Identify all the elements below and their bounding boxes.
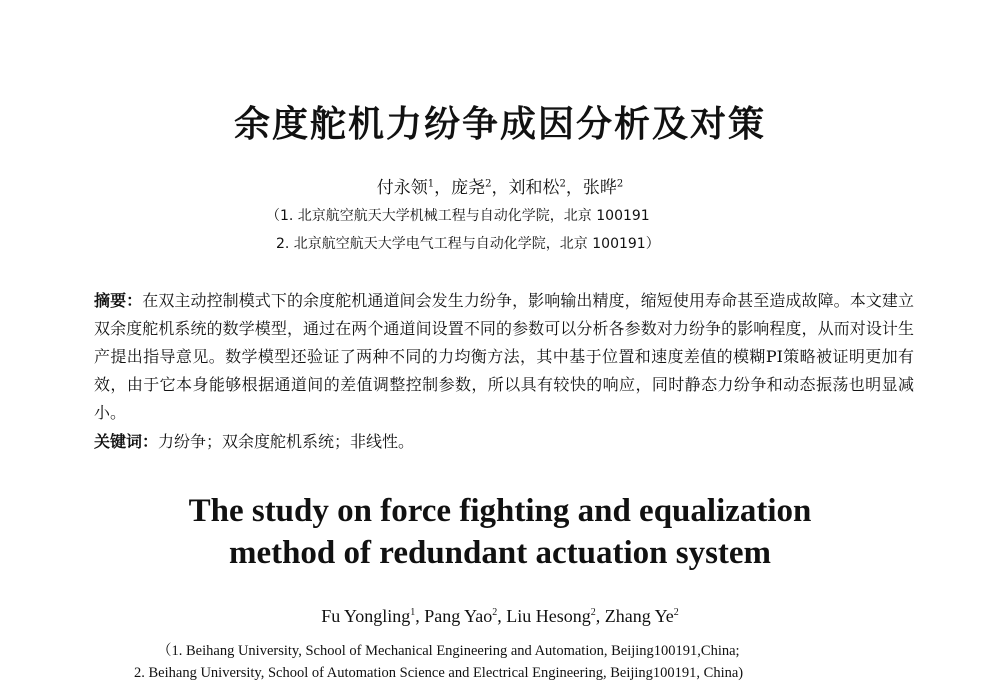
- english-authors: Fu Yongling$^1$, Pang Yao$^2$, Liu Hesong$^2$, Zhang Ye$^2$: [321, 606, 679, 626]
- keywords-label: 关键词：: [94, 432, 159, 451]
- english-title-line-2: method of redundant actuation system: [228, 535, 772, 571]
- english-affiliation-2: 2. Beihang University, School of Automation Science and Electrical Engineering, Beijing100191, China): [134, 665, 744, 681]
- author-affil-marker: 2: [559, 178, 566, 190]
- author-affil-marker: 2: [492, 607, 498, 618]
- author-cn: 庞尧: [451, 178, 486, 198]
- author-affil-marker: 2: [485, 178, 492, 190]
- author-en: Liu Hesong: [506, 606, 591, 626]
- abstract-label: 摘要：: [94, 291, 143, 310]
- author-affil-marker: 1: [410, 607, 416, 618]
- english-affiliation-1: （1. Beihang University, School of Mechanical Engineering and Automation, Beijing100191,China;: [157, 643, 740, 659]
- author-en: Fu Yongling: [321, 606, 411, 626]
- author-cn: 付永领: [376, 178, 428, 198]
- author-affil-marker: 2: [673, 607, 679, 618]
- chinese-affiliation-2: 2. 北京航空航天大学电气工程与自动化学院，北京 100191）: [276, 236, 660, 252]
- keywords-text: 力纷争；双余度舵机系统；非线性。: [158, 432, 415, 451]
- author-cn: 张晔: [582, 178, 617, 198]
- chinese-authors: 付永领$^1$，庞尧$^2$，刘和松$^2$，张晔$^2$: [376, 178, 624, 198]
- chinese-affiliation-1: （1. 北京航空航天大学机械工程与自动化学院，北京 100191: [266, 208, 650, 224]
- author-en: Pang Yao: [424, 606, 493, 626]
- author-cn: 刘和松: [508, 178, 560, 198]
- author-en: Zhang Ye: [604, 606, 674, 626]
- english-title-line-1: The study on force fighting and equalization: [188, 493, 812, 529]
- chinese-keywords: [94, 428, 914, 456]
- chinese-title: 余度舵机力纷争成因分析及对策: [233, 103, 766, 145]
- abstract-text: 在双主动控制模式下的余度舵机通道间会发生力纷争，影响输出精度，缩短使用寿命甚至造成故障。本文建立双余度舵机系统的数学模型，通过在两个通道间设置不同的参数可以分析各参数对力纷争的影响程度，从而对设计生产提出指导意见。数学模型还验证了两种不同的力均衡方法，其中基于位置和速度差值的模糊PI策略被证明更加有效，由于它本身能够根据通道间的差值调整控制参数，所以具有较快的响应，同时静态力纷争和动态振荡也明显减小。: [94, 291, 914, 422]
- author-affil-marker: 2: [590, 607, 596, 618]
- chinese-abstract: [94, 287, 914, 427]
- author-affil-marker: 2: [616, 178, 624, 190]
- english-title: [0, 490, 1000, 574]
- author-affil-marker: 1: [427, 178, 435, 190]
